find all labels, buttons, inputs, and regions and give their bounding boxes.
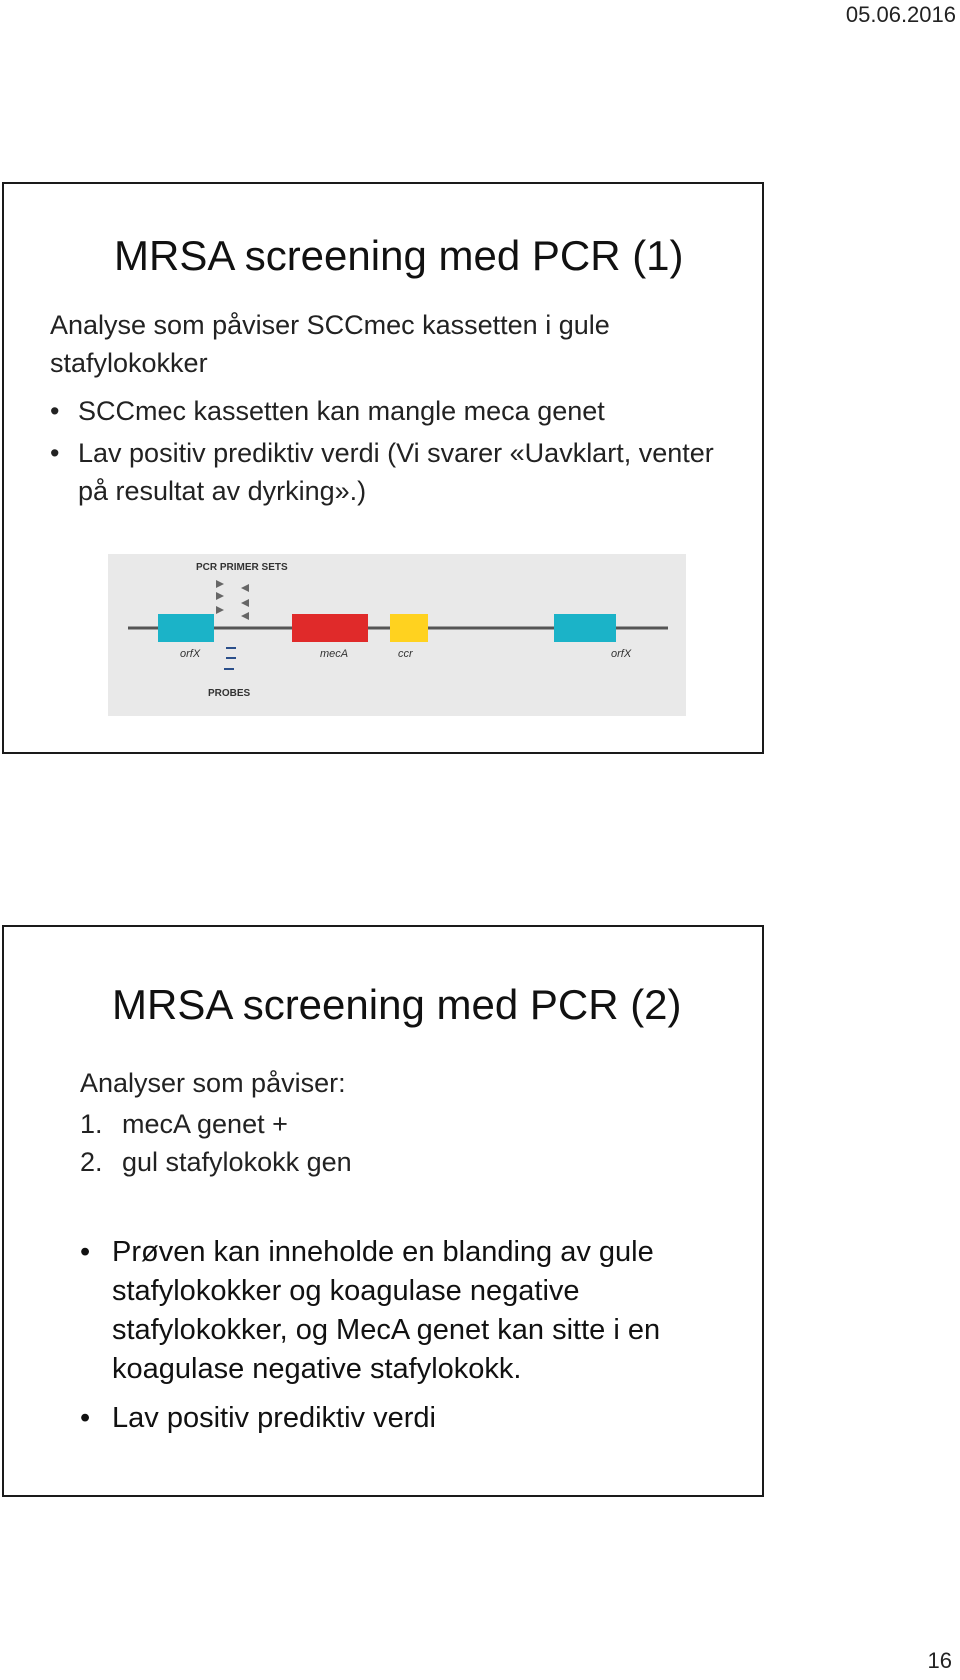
list-item bbox=[80, 1143, 352, 1181]
slide-2 bbox=[2, 925, 764, 1497]
list-number: 2. bbox=[80, 1147, 103, 1177]
bullet-text: Lav positiv prediktiv verdi (Vi svarer «Uavklart, venter på resultat av dyrking».) bbox=[78, 438, 714, 506]
meca-gene bbox=[292, 614, 368, 642]
bullet-icon: • bbox=[80, 1236, 91, 1268]
list-item bbox=[80, 1105, 352, 1143]
list-item bbox=[80, 1233, 760, 1389]
list-item bbox=[80, 1399, 760, 1438]
page-number: 16 bbox=[927, 1648, 952, 1673]
slide-2-title: MRSA screening med PCR (2) bbox=[112, 981, 682, 1028]
slide-2-bullet-list bbox=[80, 1233, 760, 1448]
slide-2-numbered-list bbox=[80, 1105, 352, 1181]
header-date: 05.06.2016 bbox=[845, 2, 956, 27]
probes-label: PROBES bbox=[208, 688, 251, 699]
orfx-right-label: orfX bbox=[611, 648, 632, 660]
ccr-gene bbox=[390, 614, 428, 642]
bullet-text: Lav positiv prediktiv verdi bbox=[112, 1402, 436, 1434]
meca-label: mecA bbox=[320, 648, 349, 660]
slide-1-title: MRSA screening med PCR (1) bbox=[114, 232, 684, 279]
orfx-right-gene bbox=[554, 614, 616, 642]
bullet-icon: • bbox=[80, 1402, 91, 1434]
bullet-icon: • bbox=[50, 396, 60, 426]
list-item bbox=[50, 434, 740, 510]
slide-1 bbox=[2, 182, 764, 754]
bullet-icon: • bbox=[50, 438, 60, 468]
slide-2-intro: Analyser som påviser: bbox=[80, 1068, 346, 1098]
primer-sets-label: PCR PRIMER SETS bbox=[196, 562, 288, 573]
bullet-text: SCCmec kassetten kan mangle meca genet bbox=[78, 396, 605, 426]
sccmec-diagram bbox=[108, 554, 686, 716]
list-number: 1. bbox=[80, 1109, 103, 1139]
list-item bbox=[50, 392, 740, 430]
orfx-left-label: orfX bbox=[180, 648, 201, 660]
ccr-label: ccr bbox=[398, 648, 413, 660]
list-text: gul stafylokokk gen bbox=[122, 1147, 352, 1177]
list-text: mecA genet + bbox=[122, 1109, 288, 1139]
slide-1-intro: Analyse som påviser SCCmec kassetten i gule stafylokokker bbox=[50, 310, 610, 378]
orfx-left-gene bbox=[158, 614, 214, 642]
slide-1-bullet-list bbox=[50, 392, 740, 514]
bullet-text: Prøven kan inneholde en blanding av gule stafylokokker og koagulase negative stafylokokker, og MecA genet kan sitte i en koagulase negative stafylokokk. bbox=[112, 1236, 661, 1385]
